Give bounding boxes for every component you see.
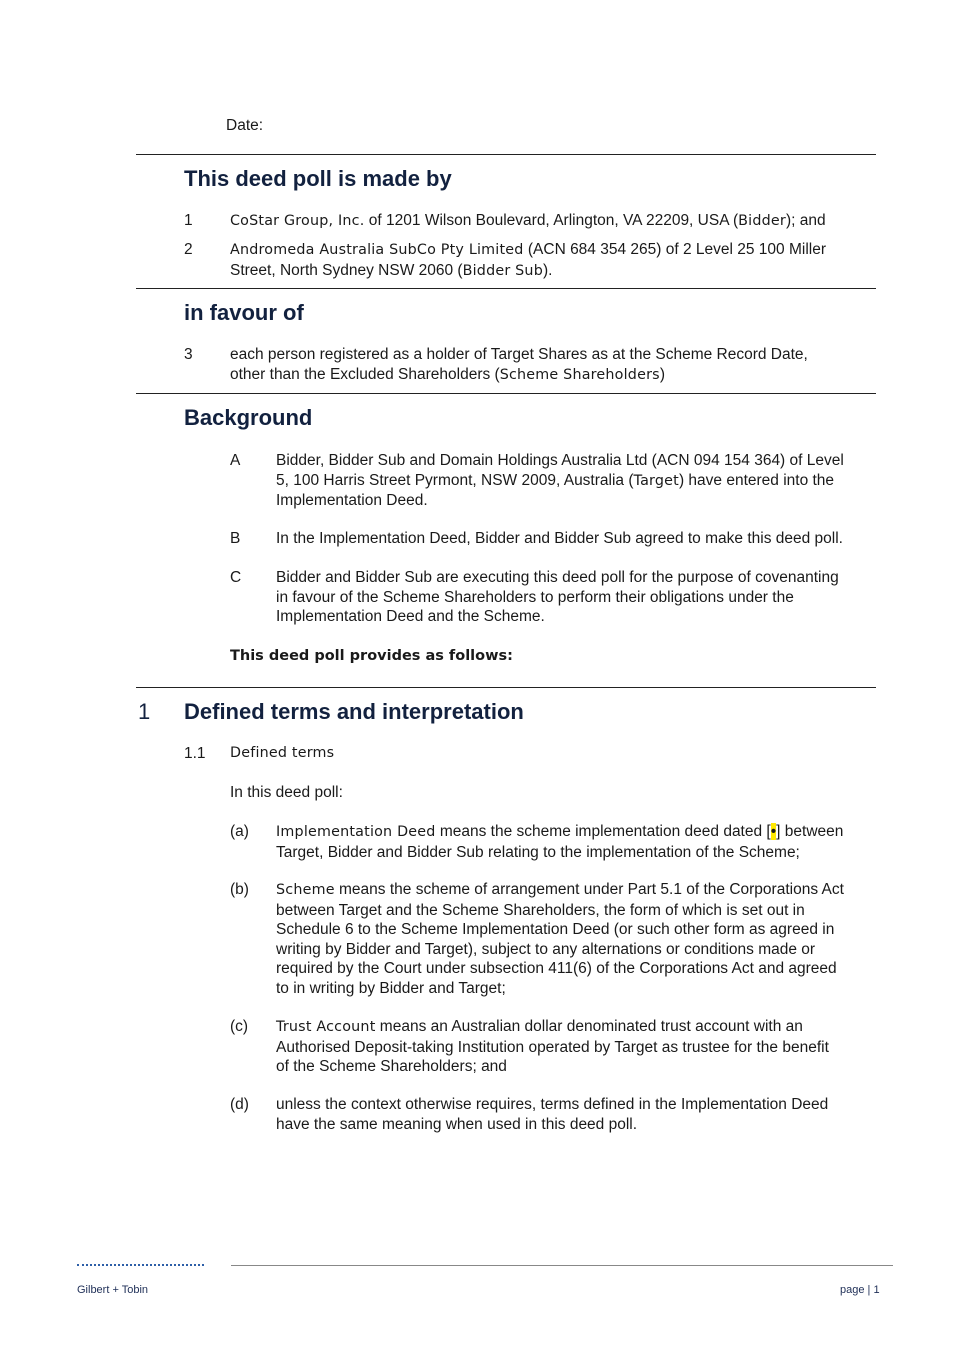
recital-letter: B [230, 530, 241, 547]
defined-short-name: Bidder [738, 213, 786, 229]
definition-label: (c) [230, 1018, 249, 1035]
subsection-number: 1.1 [184, 745, 206, 762]
recital-a: Bidder, Bidder Sub and Domain Holdings Australia Ltd (ACN 094 154 364) of Level 5, 100 Harris Street Pyrmont, NSW 2009, Australia (Target) have entered into the Implementation Deed. [276, 452, 844, 509]
date-label: Date: [226, 117, 264, 134]
defined-short-name: Scheme Shareholders [499, 366, 660, 383]
party-number: 1 [184, 212, 193, 229]
recital-c: Bidder and Bidder Sub are executing this deed poll for the purpose of covenanting in favour of the Scheme Shareholders to perform their obligations under the Implementation Deed and the Scheme. [276, 569, 839, 625]
definition-label: (d) [230, 1096, 249, 1113]
definition-implementation-deed: Implementation Deed means the scheme implementation deed dated [•] between Target, Bidder and Bidder Sub relating to the implementation of the Scheme; [276, 823, 844, 861]
definition-other-terms: unless the context otherwise requires, terms defined in the Implementation Deed have the same meaning when used in this deed poll. [276, 1096, 829, 1133]
section-heading: Defined terms and interpretation [184, 699, 524, 724]
definition-label: (a) [230, 823, 249, 840]
favour-heading: in favour of [184, 300, 304, 325]
party-bidder: CoStar Group, Inc. of 1201 Wilson Boulevard, Arlington, VA 22209, USA (Bidder); and [230, 212, 826, 229]
definitions-intro: In this deed poll: [230, 784, 343, 801]
party-bidder-sub: Andromeda Australia SubCo Pty Limited (ACN 684 354 265) of 2 Level 25 100 Miller Street, North Sydney NSW 2060 (Bidder Sub). [230, 241, 826, 279]
section-divider [136, 154, 876, 155]
recital-letter: C [230, 569, 242, 586]
footer-dotted-line [77, 1264, 204, 1266]
defined-term: Implementation Deed [276, 824, 436, 840]
section-divider [136, 393, 876, 394]
background-heading: Background [184, 405, 313, 430]
section-number: 1 [138, 699, 151, 724]
defined-term: Trust Account [276, 1019, 376, 1035]
footer-page-number: page | 1 [840, 1284, 880, 1296]
subsection-heading: Defined terms [230, 745, 335, 761]
placeholder-highlight: • [770, 823, 777, 840]
definition-label: (b) [230, 881, 249, 898]
defined-short-name: Bidder Sub [462, 262, 543, 279]
party-number: 3 [184, 346, 193, 363]
party-name: CoStar Group, Inc. [230, 213, 365, 229]
recital-b: In the Implementation Deed, Bidder and Bidder Sub agreed to make this deed poll. [276, 530, 843, 547]
provides-statement: This deed poll provides as follows: [230, 648, 513, 664]
recital-letter: A [230, 452, 241, 469]
favour-party: each person registered as a holder of Target Shares as at the Scheme Record Date, other than the Excluded Shareholders (Scheme Shareholders) [230, 346, 808, 383]
section-divider [136, 687, 876, 688]
parties-heading: This deed poll is made by [184, 166, 452, 191]
footer-divider [231, 1265, 893, 1266]
party-number: 2 [184, 241, 193, 258]
party-name: Andromeda Australia SubCo Pty Limited [230, 242, 524, 258]
defined-term: Scheme [276, 882, 335, 898]
definition-scheme: Scheme means the scheme of arrangement under Part 5.1 of the Corporations Act between Target and the Scheme Shareholders, the form of which is set out in Schedule 6 to the Scheme Implementation Deed (or such other form as agreed in writing by Bidder and Target), subject to any alternations or conditions made or required by the Court under subsection 411(6) of the Corporations Act and agreed to in writing by Bidder and Target; [276, 881, 844, 997]
definition-trust-account: Trust Account means an Australian dollar denominated trust account with an Authorised Deposit-taking Institution operated by Target as trustee for the benefit of the Scheme Shareholders; and [276, 1018, 829, 1075]
footer-firm-name: Gilbert + Tobin [77, 1284, 149, 1296]
section-divider [136, 288, 876, 289]
defined-short-name: Target [633, 472, 679, 489]
